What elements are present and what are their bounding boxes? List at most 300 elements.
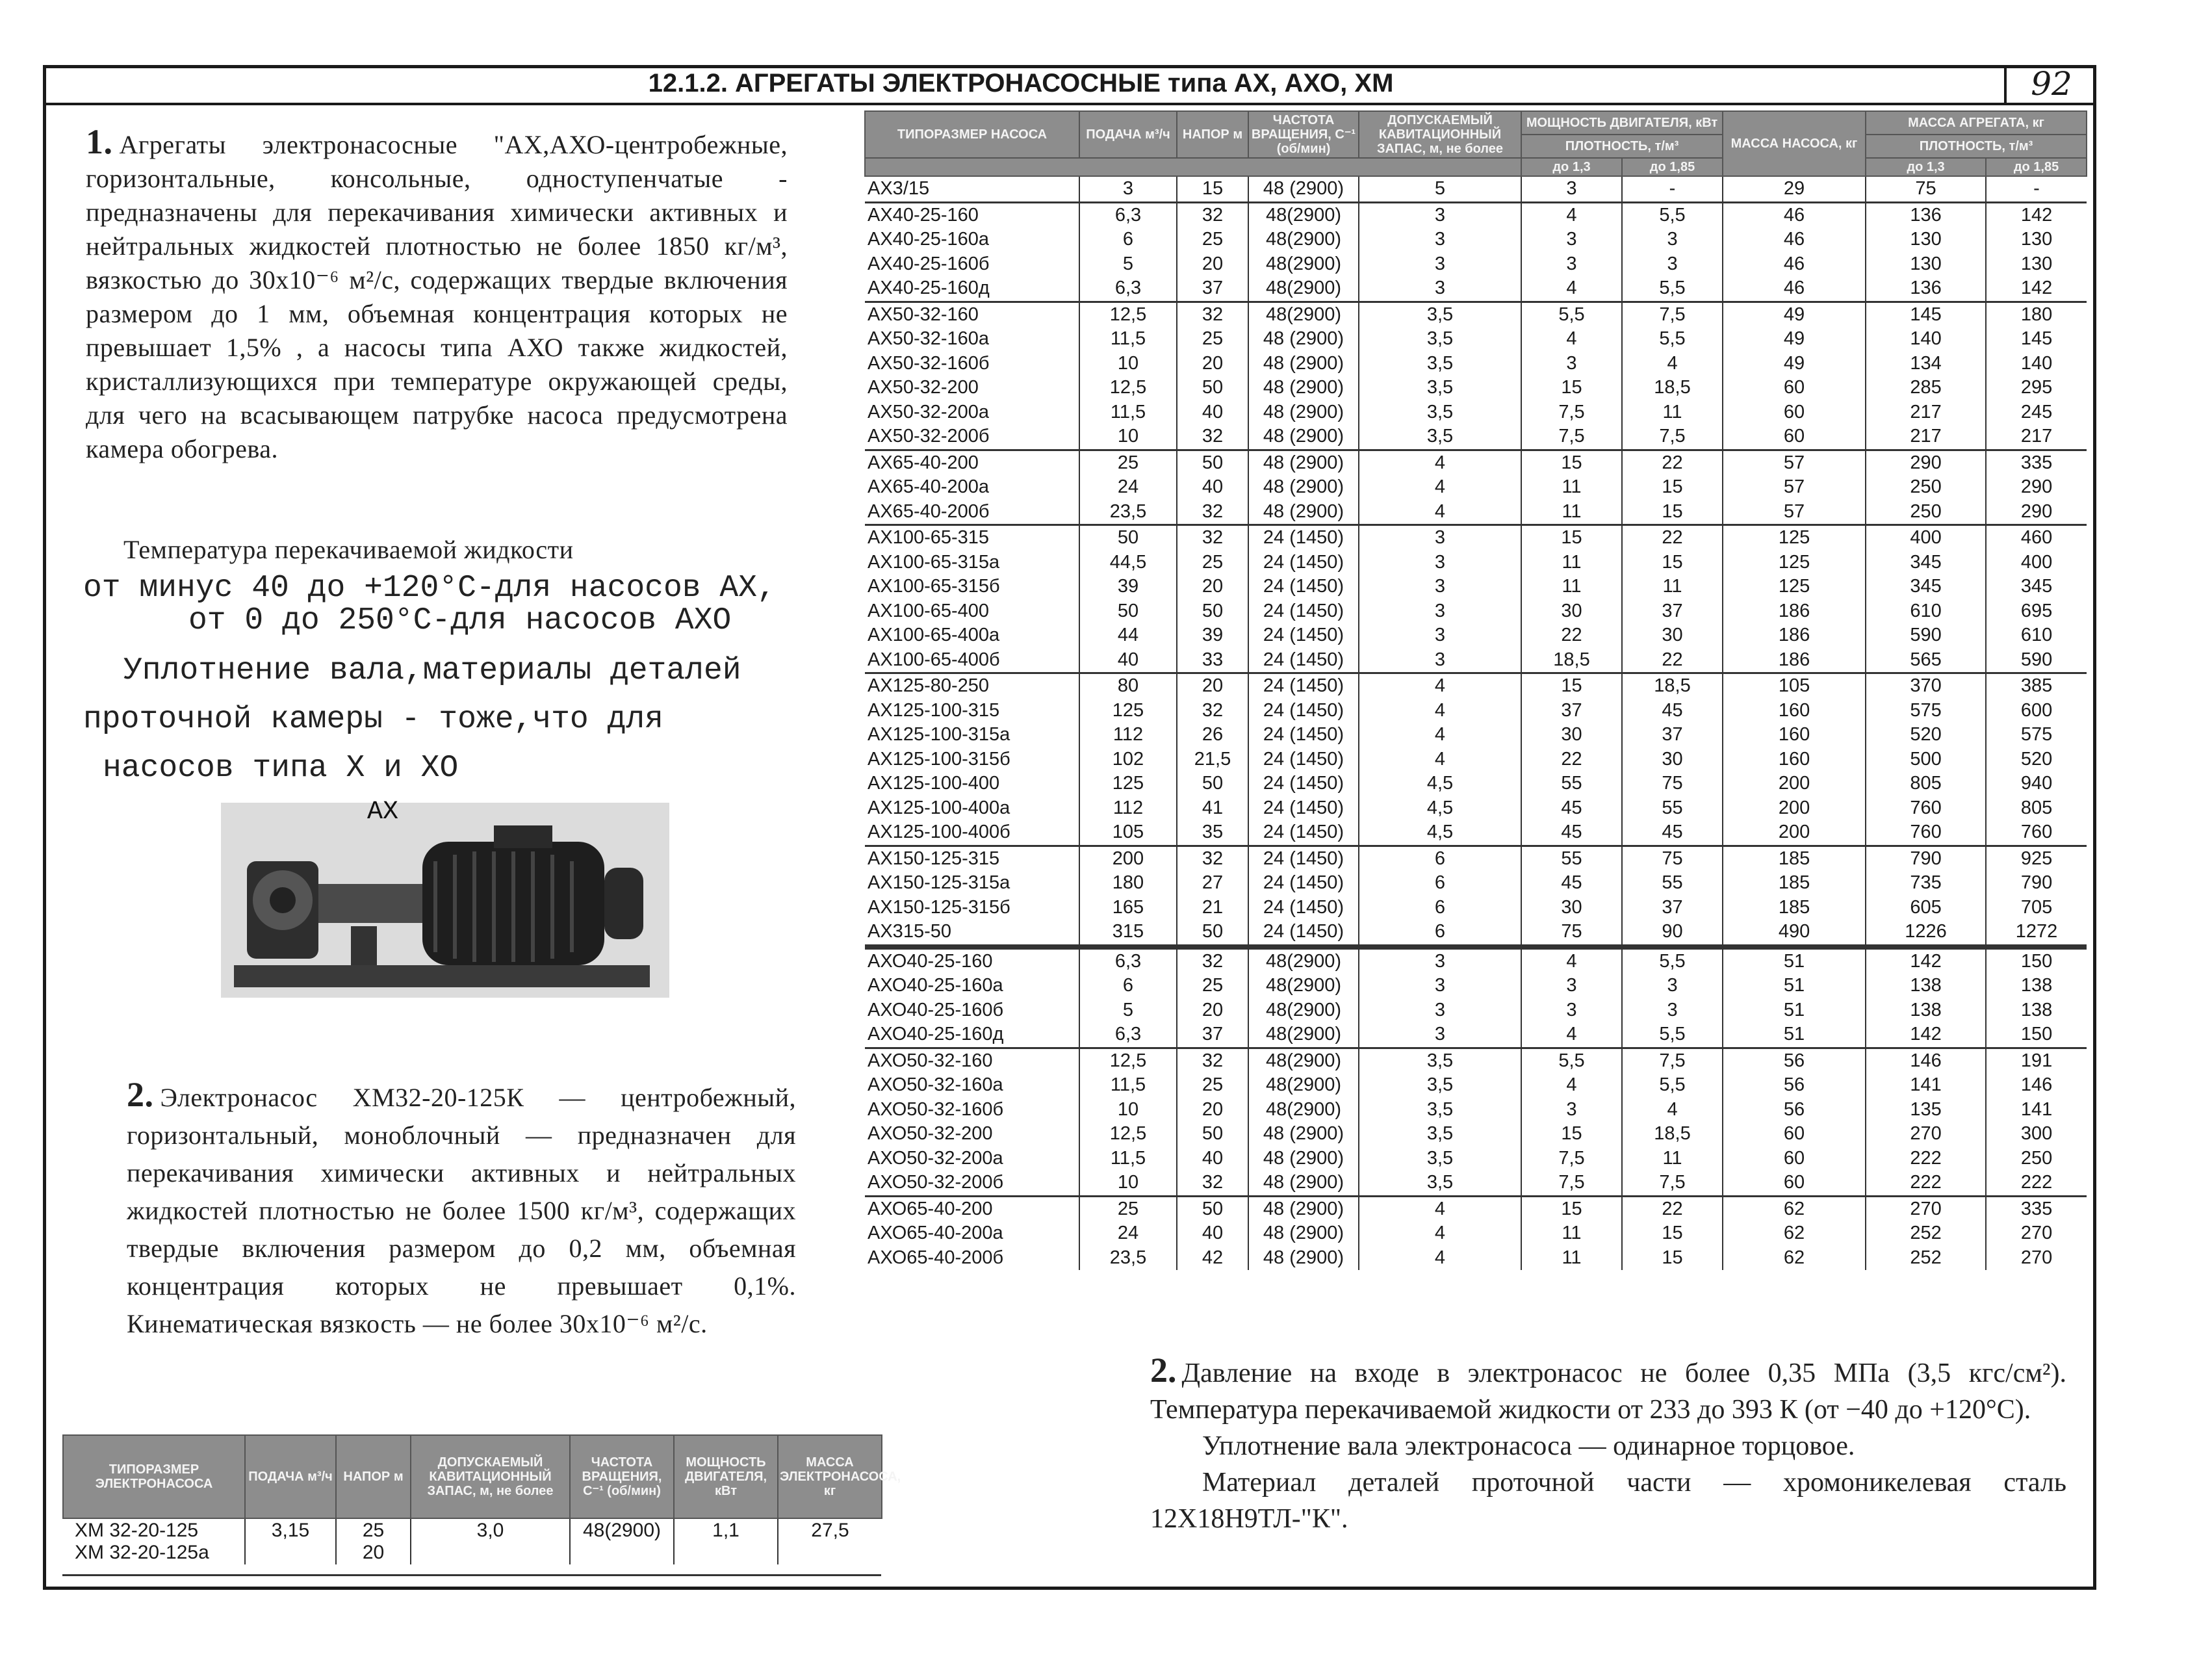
table-row <box>865 525 2087 551</box>
table-cell: 23,5 <box>1079 500 1177 525</box>
table-cell: 48 (2900) <box>1248 500 1359 525</box>
table-cell: 270 <box>1986 1221 2087 1246</box>
table-cell: 105 <box>1723 673 1866 699</box>
hm-header-flow: ПОДАЧА м³/ч <box>245 1435 336 1518</box>
table-cell: 5 <box>1359 176 1521 202</box>
table-cell: 48(2900) <box>1248 1073 1359 1098</box>
table-cell: 50 <box>1177 1196 1248 1221</box>
table-cell: 15 <box>1622 1221 1723 1246</box>
table-cell: 27 <box>1177 871 1248 896</box>
table-row <box>865 772 2087 796</box>
pump-type-cell: АХО50-32-200а <box>868 1147 1003 1169</box>
table-cell: 12,5 <box>1079 1122 1177 1147</box>
table-cell: 7,5 <box>1622 424 1723 450</box>
page-number: 92 <box>2004 65 2096 103</box>
table-cell: 1226 <box>1866 920 1986 947</box>
table-cell: 3 <box>1622 227 1723 252</box>
table-cell: 48 (2900) <box>1248 475 1359 500</box>
table-cell: 48(2900) <box>1248 302 1359 327</box>
table-cell: 60 <box>1723 376 1866 400</box>
table-cell: 50 <box>1177 450 1248 475</box>
table-cell: 48 (2900) <box>1248 400 1359 425</box>
table-row <box>865 699 2087 723</box>
table-cell: 26 <box>1177 723 1248 747</box>
table-cell: 48(2900) <box>1248 202 1359 227</box>
table-cell: 3 <box>1359 202 1521 227</box>
table-cell: 136 <box>1866 202 1986 227</box>
table-cell: 48 (2900) <box>1248 1147 1359 1171</box>
table-row <box>865 327 2087 352</box>
pump-type-cell: АХ65-40-200 <box>865 450 1079 475</box>
table-cell: 180 <box>1986 302 2087 327</box>
pump-type-cell: АХ125-100-400 <box>868 773 1000 794</box>
pump-type-cell: АХ100-65-315а <box>868 551 1000 573</box>
table-row <box>865 974 2087 998</box>
table-cell: 4 <box>1359 500 1521 525</box>
hm-head-2: 20 <box>362 1542 385 1563</box>
table-cell: 3 <box>1359 599 1521 624</box>
table-cell: 50 <box>1079 525 1177 551</box>
table-cell: 3 <box>1521 1098 1622 1122</box>
table-cell: 142 <box>1866 1022 1986 1048</box>
table-cell: 24 (1450) <box>1248 623 1359 648</box>
temperature-intro: Температура перекачиваемой жидкости <box>123 535 574 564</box>
col-header-mass-d2: до 1,85 <box>1986 158 2087 176</box>
table-cell: - <box>1622 176 1723 202</box>
table-cell: 3,5 <box>1359 1073 1521 1098</box>
table-cell: 136 <box>1866 276 1986 302</box>
table-cell: 60 <box>1723 1147 1866 1171</box>
hm-speed: 48(2900) <box>570 1518 674 1564</box>
col-header-power-d2: до 1,85 <box>1622 158 1723 176</box>
table-cell: 3 <box>1521 998 1622 1023</box>
table-cell: 3 <box>1359 623 1521 648</box>
table-row <box>865 723 2087 747</box>
table-cell: 7,5 <box>1521 1147 1622 1171</box>
pump-type-cell: АХО65-40-200а <box>868 1223 1003 1244</box>
table-cell: 335 <box>1986 1196 2087 1221</box>
pump-type-cell: АХО50-32-200б <box>868 1172 1004 1193</box>
table-cell: 48(2900) <box>1248 252 1359 277</box>
pump-type-cell: АХ125-100-400б <box>868 822 1010 843</box>
table-cell: 48 (2900) <box>1248 424 1359 450</box>
table-cell: 805 <box>1986 796 2087 821</box>
table-cell: 3 <box>1359 227 1521 252</box>
table-cell: 4 <box>1622 1098 1723 1122</box>
table-cell: 37 <box>1622 896 1723 920</box>
table-cell: 5 <box>1079 252 1177 277</box>
table-cell: 24 (1450) <box>1248 920 1359 947</box>
table-cell: 11,5 <box>1079 400 1177 425</box>
table-row <box>865 424 2087 450</box>
table-cell: 135 <box>1866 1098 1986 1122</box>
table-cell: 18,5 <box>1622 1122 1723 1147</box>
temperature-line-ax: от минус 40 до +120°С-для насосов АХ, <box>83 571 776 606</box>
table-cell: 6 <box>1359 920 1521 947</box>
table-cell: 5,5 <box>1622 276 1723 302</box>
table-cell: 4 <box>1521 1073 1622 1098</box>
table-cell: 24 (1450) <box>1248 871 1359 896</box>
table-row <box>865 302 2087 327</box>
seal-line-3: насосов типа Х и ХО <box>103 751 459 786</box>
table-cell: 295 <box>1986 376 2087 400</box>
table-row <box>865 1048 2087 1073</box>
table-cell: 335 <box>1986 450 2087 475</box>
table-cell: 4,5 <box>1359 796 1521 821</box>
table-cell: 30 <box>1622 747 1723 772</box>
hm-header-mass: МАССА ЭЛЕКТРОНАСОСА, кг <box>778 1435 882 1518</box>
table-cell: 32 <box>1177 1048 1248 1073</box>
table-cell: 520 <box>1866 723 1986 747</box>
pump-type-cell: АХ50-32-200 <box>868 377 979 398</box>
table-cell: 10 <box>1079 1171 1177 1196</box>
table-cell: 75 <box>1866 176 1986 202</box>
table-cell: 32 <box>1177 500 1248 525</box>
table-cell: 62 <box>1723 1221 1866 1246</box>
table-cell: 48 (2900) <box>1248 376 1359 400</box>
table-cell: 51 <box>1723 947 1866 974</box>
table-cell: 3,5 <box>1359 1122 1521 1147</box>
section1-number: 1. <box>86 122 113 161</box>
table-cell: 4 <box>1359 699 1521 723</box>
table-cell: 4 <box>1521 327 1622 352</box>
table-cell: 40 <box>1177 1147 1248 1171</box>
col-header-flow: ПОДАЧА м³/ч <box>1079 111 1177 158</box>
table-cell: 575 <box>1986 723 2087 747</box>
table-cell: 134 <box>1866 352 1986 376</box>
hm-pump-table <box>62 1434 901 1564</box>
note2-number: 2. <box>1150 1351 1177 1390</box>
table-cell: 12,5 <box>1079 376 1177 400</box>
table-cell: 62 <box>1723 1196 1866 1221</box>
table-cell: 15 <box>1622 475 1723 500</box>
pump-type-cell: АХО40-25-160 <box>865 947 1079 974</box>
table-row <box>865 947 2087 974</box>
pump-type-cell: АХ100-65-400 <box>868 600 990 621</box>
pump-type-cell: АХ125-100-315 <box>868 699 1000 721</box>
hm-type-2: ХМ 32-20-125а <box>75 1542 209 1563</box>
table-cell: 3 <box>1359 947 1521 974</box>
table-cell: 48(2900) <box>1248 1098 1359 1122</box>
table-row <box>865 1073 2087 1098</box>
table-cell: 41 <box>1177 796 1248 821</box>
hm-type-1: ХМ 32-20-125 <box>75 1520 199 1541</box>
table-cell: 60 <box>1723 424 1866 450</box>
table-row <box>865 623 2087 648</box>
pump-specs-table <box>864 110 2087 1270</box>
table-cell: 15 <box>1521 376 1622 400</box>
table-cell: 10 <box>1079 424 1177 450</box>
table-cell: 24 (1450) <box>1248 673 1359 699</box>
table-cell: 15 <box>1622 500 1723 525</box>
table-cell: 15 <box>1521 450 1622 475</box>
table-cell: 4 <box>1359 475 1521 500</box>
table-cell: 39 <box>1177 623 1248 648</box>
pump-type-cell: АХ50-32-160а <box>868 328 990 350</box>
table-row <box>865 896 2087 920</box>
table-row <box>865 1147 2087 1171</box>
hm-mass: 27,5 <box>778 1518 882 1564</box>
table-cell: 40 <box>1177 400 1248 425</box>
col-header-spacer <box>865 158 1521 176</box>
table-cell: 270 <box>1986 1246 2087 1271</box>
table-cell: 90 <box>1622 920 1723 947</box>
table-cell: 130 <box>1866 227 1986 252</box>
table-row <box>865 376 2087 400</box>
table-cell: 32 <box>1177 525 1248 551</box>
section1-paragraph <box>86 122 788 466</box>
table-cell: 790 <box>1866 846 1986 871</box>
hm-flow: 3,15 <box>245 1518 336 1564</box>
table-cell: 185 <box>1723 871 1866 896</box>
table-cell: 300 <box>1986 1122 2087 1147</box>
table-cell: 57 <box>1723 450 1866 475</box>
table-cell: 50 <box>1177 376 1248 400</box>
table-row <box>865 1196 2087 1221</box>
table-row <box>865 1171 2087 1196</box>
table-cell: 24 (1450) <box>1248 723 1359 747</box>
table-cell: 25 <box>1177 974 1248 998</box>
table-cell: 222 <box>1986 1171 2087 1196</box>
table-cell: 112 <box>1079 723 1177 747</box>
table-cell: 25 <box>1177 327 1248 352</box>
table-row <box>865 1098 2087 1122</box>
table-cell: 5,5 <box>1622 947 1723 974</box>
table-cell: 345 <box>1866 551 1986 575</box>
table-cell: 32 <box>1177 202 1248 227</box>
table-cell: 141 <box>1986 1098 2087 1122</box>
table-cell: 44 <box>1079 623 1177 648</box>
table-cell: 49 <box>1723 302 1866 327</box>
table-cell: 48 (2900) <box>1248 1122 1359 1147</box>
table-cell: 60 <box>1723 400 1866 425</box>
table-cell: 4 <box>1521 276 1622 302</box>
table-cell: 575 <box>1866 699 1986 723</box>
table-cell: 3 <box>1622 974 1723 998</box>
table-cell: 20 <box>1177 998 1248 1023</box>
table-cell: 48 (2900) <box>1248 176 1359 202</box>
table-cell: 11,5 <box>1079 1073 1177 1098</box>
table-cell: 191 <box>1986 1048 2087 1073</box>
col-header-power-d1: до 1,3 <box>1521 158 1622 176</box>
table-cell: 75 <box>1622 772 1723 796</box>
seal-line-2: проточной камеры - тоже,что для <box>83 702 663 737</box>
table-cell: 3,5 <box>1359 327 1521 352</box>
table-cell: 5,5 <box>1622 1073 1723 1098</box>
table-cell: 285 <box>1866 376 1986 400</box>
table-cell: 138 <box>1866 998 1986 1023</box>
table-cell: 3,5 <box>1359 302 1521 327</box>
table-cell: 610 <box>1986 623 2087 648</box>
table-cell: 24 (1450) <box>1248 772 1359 796</box>
table-cell: 5,5 <box>1622 202 1723 227</box>
table-cell: 48(2900) <box>1248 998 1359 1023</box>
table-cell: 30 <box>1521 599 1622 624</box>
table-cell: 185 <box>1723 896 1866 920</box>
table-cell: 3 <box>1359 575 1521 599</box>
table-cell: 24 (1450) <box>1248 796 1359 821</box>
table-cell: 142 <box>1866 947 1986 974</box>
table-cell: 50 <box>1177 599 1248 624</box>
hm-head-1: 25 <box>362 1520 385 1541</box>
table-cell: 21,5 <box>1177 747 1248 772</box>
table-cell: 48 (2900) <box>1248 1196 1359 1221</box>
col-header-power-density: ПЛОТНОСТЬ, т/м³ <box>1521 135 1723 158</box>
table-cell: 24 (1450) <box>1248 551 1359 575</box>
table-cell: 37 <box>1177 276 1248 302</box>
table-cell: 3 <box>1359 1022 1521 1048</box>
table-cell: 4 <box>1359 450 1521 475</box>
table-row <box>865 998 2087 1023</box>
pump-type-cell: АХ65-40-200а <box>868 476 990 498</box>
table-cell: 160 <box>1723 723 1866 747</box>
table-cell: 125 <box>1723 551 1866 575</box>
note2-line1 <box>1150 1352 2066 1428</box>
table-cell: 49 <box>1723 327 1866 352</box>
table-cell: 29 <box>1723 176 1866 202</box>
table-cell: 45 <box>1521 871 1622 896</box>
table-cell: 40 <box>1177 475 1248 500</box>
table-cell: 48(2900) <box>1248 1048 1359 1073</box>
table-cell: 55 <box>1622 796 1723 821</box>
table-cell: 3 <box>1359 998 1521 1023</box>
table-cell: 460 <box>1986 525 2087 551</box>
pump-specs-body <box>865 176 2087 1270</box>
table-cell: 7,5 <box>1521 424 1622 450</box>
table-cell: 270 <box>1866 1122 1986 1147</box>
table-cell: 805 <box>1866 772 1986 796</box>
table-cell: 940 <box>1986 772 2087 796</box>
table-cell: 48 (2900) <box>1248 1221 1359 1246</box>
table-cell: 185 <box>1723 846 1866 871</box>
note2-block <box>1150 1352 2066 1537</box>
table-cell: 345 <box>1866 575 1986 599</box>
pump-type-cell: АХ100-65-400а <box>868 625 1000 646</box>
table-row <box>865 227 2087 252</box>
table-row <box>865 400 2087 425</box>
table-cell: 15 <box>1622 551 1723 575</box>
table-cell: 3,5 <box>1359 1098 1521 1122</box>
table-cell: 6 <box>1359 896 1521 920</box>
pump-photo <box>221 798 669 998</box>
table-cell: 56 <box>1723 1048 1866 1073</box>
table-cell: 49 <box>1723 352 1866 376</box>
table-cell: 24 (1450) <box>1248 896 1359 920</box>
table-cell: 1272 <box>1986 920 2087 947</box>
table-cell: 7,5 <box>1622 302 1723 327</box>
table-cell: 25 <box>1177 227 1248 252</box>
table-row <box>865 796 2087 821</box>
table-cell: 15 <box>1521 525 1622 551</box>
table-cell: 200 <box>1723 820 1866 846</box>
table-cell: 11 <box>1622 575 1723 599</box>
col-header-type: ТИПОРАЗМЕР НАСОСА <box>865 111 1079 158</box>
table-cell: 102 <box>1079 747 1177 772</box>
table-cell: 610 <box>1866 599 1986 624</box>
pump-illustration <box>221 803 669 998</box>
pump-type-cell: АХ125-80-250 <box>865 673 1079 699</box>
table-cell: 11 <box>1521 1246 1622 1271</box>
table-row <box>865 450 2087 475</box>
table-cell: 370 <box>1866 673 1986 699</box>
table-cell: 760 <box>1986 820 2087 846</box>
table-cell: 4,5 <box>1359 772 1521 796</box>
hm-header-power: МОЩНОСТЬ ДВИГАТЕЛЯ, кВт <box>674 1435 778 1518</box>
table-cell: 6 <box>1079 227 1177 252</box>
table-cell: 24 <box>1079 1221 1177 1246</box>
table-cell: 160 <box>1723 699 1866 723</box>
table-cell: 565 <box>1866 648 1986 673</box>
table-cell: 5,5 <box>1521 302 1622 327</box>
table-row <box>865 500 2087 525</box>
table-cell: 140 <box>1866 327 1986 352</box>
table-cell: 3 <box>1521 252 1622 277</box>
table-cell: 37 <box>1177 1022 1248 1048</box>
col-header-mass-d1: до 1,3 <box>1866 158 1986 176</box>
pump-type-cell: АХ50-32-160 <box>865 302 1079 327</box>
table-cell: 11 <box>1622 400 1723 425</box>
table-cell: 3 <box>1359 974 1521 998</box>
table-cell: 270 <box>1866 1196 1986 1221</box>
table-cell: 6,3 <box>1079 1022 1177 1048</box>
table-cell: 252 <box>1866 1246 1986 1271</box>
table-cell: 20 <box>1177 352 1248 376</box>
table-cell: 200 <box>1723 772 1866 796</box>
table-cell: 46 <box>1723 252 1866 277</box>
table-cell: 32 <box>1177 947 1248 974</box>
pump-type-cell: АХО40-25-160б <box>868 999 1004 1020</box>
table-cell: 32 <box>1177 699 1248 723</box>
table-cell: 12,5 <box>1079 1048 1177 1073</box>
table-cell: 590 <box>1986 648 2087 673</box>
table-cell: 50 <box>1079 599 1177 624</box>
table-row <box>865 820 2087 846</box>
col-header-power: МОЩНОСТЬ ДВИГАТЕЛЯ, кВт <box>1521 111 1723 135</box>
table-cell: 125 <box>1079 772 1177 796</box>
table-cell: 24 (1450) <box>1248 599 1359 624</box>
table-cell: 22 <box>1521 623 1622 648</box>
table-cell: 186 <box>1723 623 1866 648</box>
table-cell: 5,5 <box>1622 327 1723 352</box>
table-cell: 50 <box>1177 772 1248 796</box>
table-cell: 145 <box>1986 327 2087 352</box>
table-cell: 50 <box>1177 1122 1248 1147</box>
table-cell: 48 (2900) <box>1248 1171 1359 1196</box>
table-cell: 705 <box>1986 896 2087 920</box>
table-cell: 46 <box>1723 202 1866 227</box>
note2-line2: Уплотнение вала электронасоса — одинарное торцовое. <box>1202 1431 1855 1461</box>
table-cell: 790 <box>1986 871 2087 896</box>
table-cell: 25 <box>1079 450 1177 475</box>
table-cell: 25 <box>1079 1196 1177 1221</box>
hm-table-bottom-rule <box>62 1574 881 1576</box>
table-cell: 250 <box>1866 475 1986 500</box>
table-cell: 56 <box>1723 1098 1866 1122</box>
table-cell: 3 <box>1359 525 1521 551</box>
table-cell: 20 <box>1177 252 1248 277</box>
table-cell: 3,5 <box>1359 1171 1521 1196</box>
table-cell: 4 <box>1521 1022 1622 1048</box>
table-cell: 32 <box>1177 1171 1248 1196</box>
pump-type-cell: АХ50-32-200а <box>868 401 990 422</box>
table-cell: 48(2900) <box>1248 1022 1359 1048</box>
table-cell: 3 <box>1359 648 1521 673</box>
table-cell: 48(2900) <box>1248 227 1359 252</box>
table-cell: 250 <box>1866 500 1986 525</box>
table-cell: 290 <box>1986 500 2087 525</box>
note2-pressure-text: Давление на входе в электронасос не более 0,35 МПа (3,5 кгс/см²). Температура перекачиваемой жидкости от 233 до 393 К (от −40 до +120°С). <box>1150 1358 2066 1425</box>
table-cell: 18,5 <box>1622 376 1723 400</box>
